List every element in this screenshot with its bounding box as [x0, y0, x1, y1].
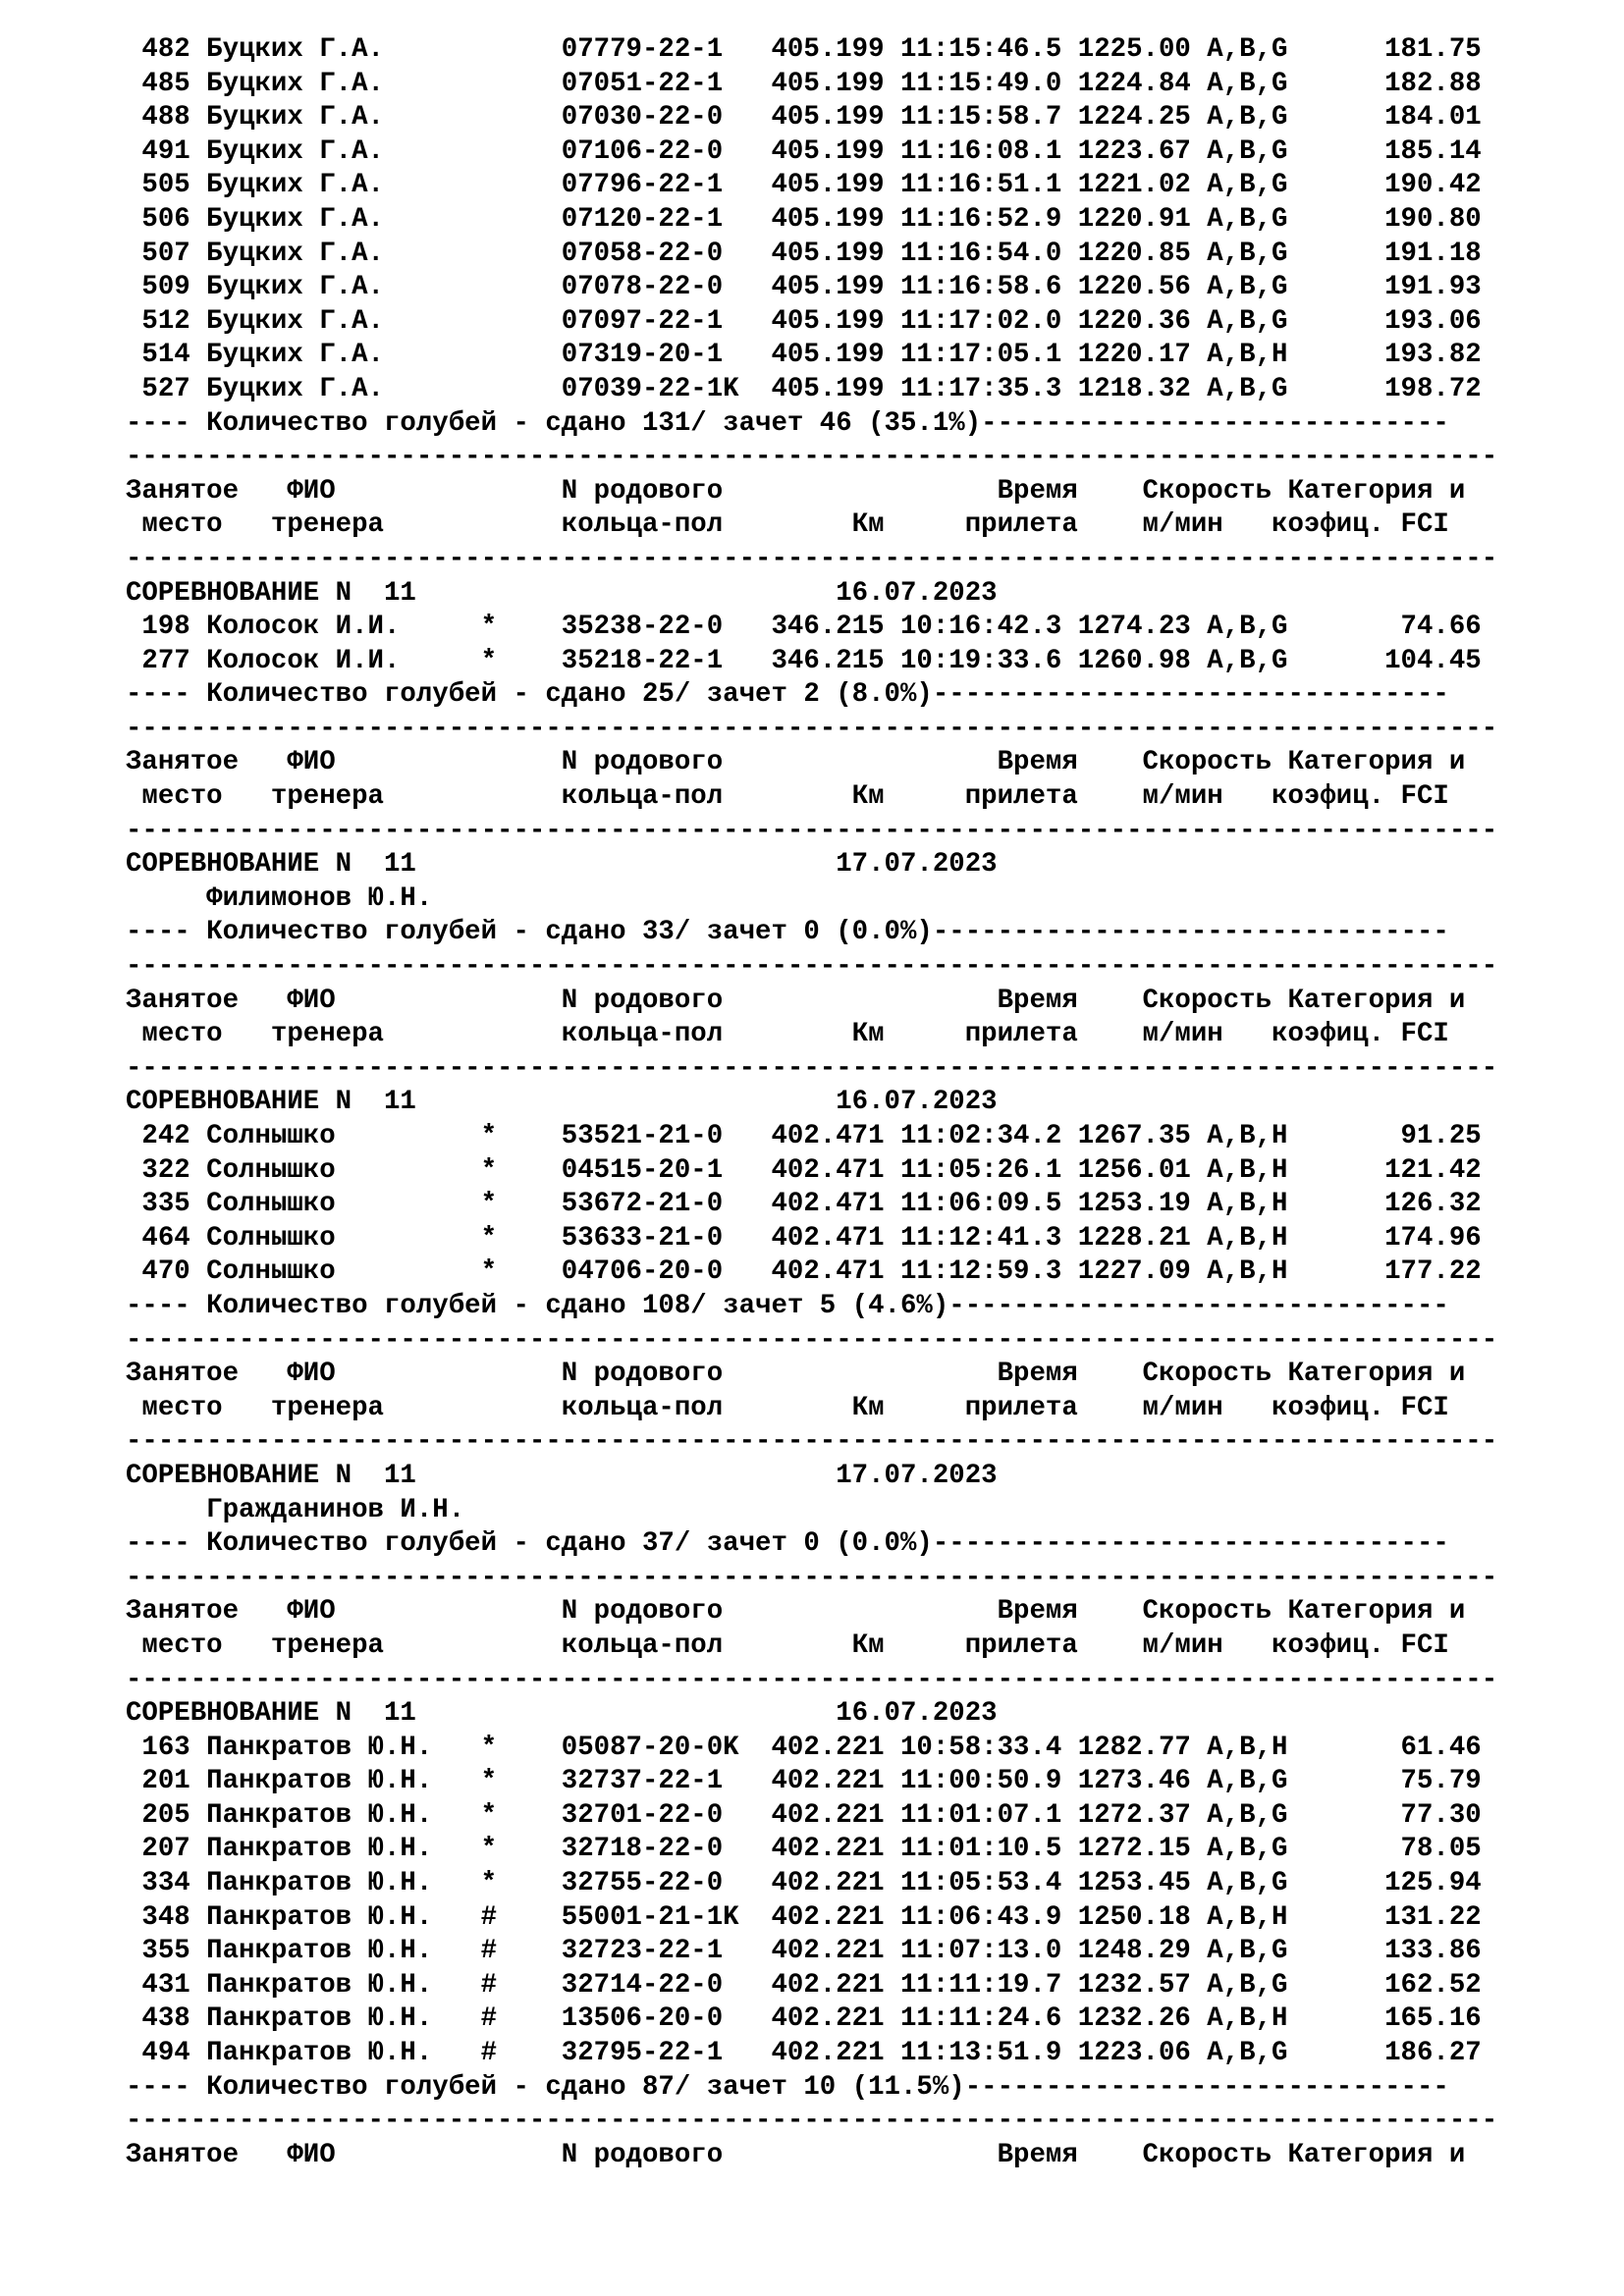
result-row: 431 Панкратов Ю.Н. # 32714-22-0 402.221 11:11:19.7 1232.57 A,B,G 162.52 — [126, 1969, 1482, 2001]
separator-line: ------------------------------------------------------------------------------------- — [126, 2106, 1498, 2137]
separator-line: ------------------------------------------------------------------------------------- — [126, 1562, 1498, 1593]
section-summary: ---- Количество голубей - сдано 33/ зачет 0 (0.0%)-------------------------------- — [126, 917, 1449, 948]
result-row: 488 Буцких Г.А. 07030-22-0 405.199 11:15:58.7 1224.25 A,B,G 184.01 — [126, 102, 1482, 133]
column-header-line2: место тренера кольца-пол Км прилета м/мин коэфиц. FCI — [126, 1019, 1449, 1050]
column-header-line1: Занятое ФИО N родового Время Скорость Категория и — [126, 747, 1466, 778]
section — [126, 577, 1598, 747]
separator-line: ------------------------------------------------------------------------------------- — [126, 815, 1498, 846]
separator-line: ------------------------------------------------------------------------------------- — [126, 1324, 1498, 1356]
result-row: 207 Панкратов Ю.Н. * 32718-22-0 402.221 11:01:10.5 1272.15 A,B,G 78.05 — [126, 1834, 1482, 1865]
competition-title: СОРЕВНОВАНИЕ N 11 16.07.2023 — [126, 1698, 998, 1730]
separator-line: ------------------------------------------------------------------------------------- — [126, 1664, 1498, 1695]
result-row: 438 Панкратов Ю.Н. # 13506-20-0 402.221 11:11:24.6 1232.26 A,B,H 165.16 — [126, 2003, 1482, 2035]
result-row: 491 Буцких Г.А. 07106-22-0 405.199 11:16:08.1 1223.67 A,B,G 185.14 — [126, 135, 1482, 167]
column-header-line1: Занятое ФИО N родового Время Скорость Категория и — [126, 2139, 1466, 2170]
section — [126, 1460, 1598, 1595]
result-row: 507 Буцких Г.А. 07058-22-0 405.199 11:16:54.0 1220.85 A,B,G 191.18 — [126, 238, 1482, 269]
results-document — [126, 33, 1598, 2172]
result-row: 322 Солнышко * 04515-20-1 402.471 11:05:26.1 1256.01 A,B,H 121.42 — [126, 1154, 1482, 1186]
column-header-line1: Занятое ФИО N родового Время Скорость Категория и — [126, 985, 1466, 1016]
result-row: 242 Солнышко * 53521-21-0 402.471 11:02:34.2 1267.35 A,B,H 91.25 — [126, 1121, 1482, 1151]
trainer-name: Гражданинов И.Н. — [126, 1494, 465, 1525]
result-row: 470 Солнышко * 04706-20-0 402.471 11:12:59.3 1227.09 A,B,H 177.22 — [126, 1256, 1482, 1288]
trainer-name: Филимонов Ю.Н. — [126, 882, 433, 914]
result-row: 464 Солнышко * 53633-21-0 402.471 11:12:41.3 1228.21 A,B,H 174.96 — [126, 1222, 1482, 1254]
result-row: 505 Буцких Г.А. 07796-22-1 405.199 11:16:51.1 1221.02 A,B,G 190.42 — [126, 170, 1482, 201]
result-row: 348 Панкратов Ю.Н. # 55001-21-1K 402.221 11:06:43.9 1250.18 A,B,H 131.22 — [126, 1901, 1482, 1933]
separator-line: ------------------------------------------------------------------------------------- — [126, 951, 1498, 983]
result-row: 514 Буцких Г.А. 07319-20-1 405.199 11:17:05.1 1220.17 A,B,H 193.82 — [126, 340, 1482, 371]
result-row: 198 Колосок И.И. * 35238-22-0 346.215 10:16:42.3 1274.23 A,B,G 74.66 — [126, 612, 1482, 643]
competition-title: СОРЕВНОВАНИЕ N 11 17.07.2023 — [126, 849, 998, 881]
section — [126, 33, 1598, 475]
result-row: 494 Панкратов Ю.Н. # 32795-22-1 402.221 11:13:51.9 1223.06 A,B,G 186.27 — [126, 2038, 1482, 2069]
column-header-line2: место тренера кольца-пол Км прилета м/мин коэфиц. FCI — [126, 781, 1449, 813]
result-row: 527 Буцких Г.А. 07039-22-1K 405.199 11:17:35.3 1218.32 A,B,G 198.72 — [126, 373, 1482, 404]
result-row: 485 Буцких Г.А. 07051-22-1 405.199 11:15:49.0 1224.84 A,B,G 182.88 — [126, 68, 1482, 99]
result-row: 334 Панкратов Ю.Н. * 32755-22-0 402.221 11:05:53.4 1253.45 A,B,G 125.94 — [126, 1868, 1482, 1899]
result-row: 506 Буцких Г.А. 07120-22-1 405.199 11:16:52.9 1220.91 A,B,G 190.80 — [126, 203, 1482, 235]
result-row: 277 Колосок И.И. * 35218-22-1 346.215 10:19:33.6 1260.98 A,B,G 104.45 — [126, 645, 1482, 676]
separator-line: ------------------------------------------------------------------------------------- — [126, 442, 1498, 473]
section — [126, 1697, 1598, 2139]
separator-line: ------------------------------------------------------------------------------------- — [126, 543, 1498, 574]
competition-title: СОРЕВНОВАНИЕ N 11 17.07.2023 — [126, 1460, 998, 1491]
result-row: 335 Солнышко * 53672-21-0 402.471 11:06:09.5 1253.19 A,B,H 126.32 — [126, 1189, 1482, 1220]
separator-line: ------------------------------------------------------------------------------------- — [126, 1052, 1498, 1084]
column-header-line1: Занятое ФИО N родового Время Скорость Категория и — [126, 1359, 1466, 1390]
column-header-line2: место тренера кольца-пол Км прилета м/мин коэфиц. FCI — [126, 509, 1449, 541]
column-header-line1: Занятое ФИО N родового Время Скорость Категория и — [126, 475, 1466, 507]
section — [126, 848, 1598, 984]
column-header-line2: место тренера кольца-пол Км прилета м/мин коэфиц. FCI — [126, 1392, 1449, 1423]
result-row: 205 Панкратов Ю.Н. * 32701-22-0 402.221 11:01:07.1 1272.37 A,B,G 77.30 — [126, 1799, 1482, 1831]
result-row: 512 Буцких Г.А. 07097-22-1 405.199 11:17:02.0 1220.36 A,B,G 193.06 — [126, 305, 1482, 337]
column-header-line2: место тренера кольца-пол Км прилета м/мин коэфиц. FCI — [126, 1629, 1449, 1661]
section-summary: ---- Количество голубей - сдано 108/ зачет 5 (4.6%)------------------------------- — [126, 1290, 1449, 1321]
section-summary: ---- Количество голубей - сдано 37/ зачет 0 (0.0%)-------------------------------- — [126, 1528, 1449, 1560]
competition-title: СОРЕВНОВАНИЕ N 11 16.07.2023 — [126, 577, 998, 609]
result-row: 163 Панкратов Ю.Н. * 05087-20-0K 402.221 10:58:33.4 1282.77 A,B,H 61.46 — [126, 1732, 1482, 1763]
result-row: 509 Буцких Г.А. 07078-22-0 405.199 11:16:58.6 1220.56 A,B,G 191.93 — [126, 272, 1482, 303]
section — [126, 1086, 1598, 1358]
competition-title: СОРЕВНОВАНИЕ N 11 16.07.2023 — [126, 1087, 998, 1118]
section-summary: ---- Количество голубей - сдано 25/ зачет 2 (8.0%)-------------------------------- — [126, 679, 1449, 711]
result-row: 482 Буцких Г.А. 07779-22-1 405.199 11:15:46.5 1225.00 A,B,G 181.75 — [126, 34, 1482, 65]
separator-line: ------------------------------------------------------------------------------------- — [126, 1426, 1498, 1458]
section-summary: ---- Количество голубей - сдано 131/ зачет 46 (35.1%)----------------------------- — [126, 407, 1449, 439]
separator-line: ------------------------------------------------------------------------------------- — [126, 713, 1498, 744]
result-row: 355 Панкратов Ю.Н. # 32723-22-1 402.221 11:07:13.0 1248.29 A,B,G 133.86 — [126, 1936, 1482, 1967]
column-header-line1: Занятое ФИО N родового Время Скорость Категория и — [126, 1596, 1466, 1628]
section-summary: ---- Количество голубей - сдано 87/ зачет 10 (11.5%)------------------------------ — [126, 2071, 1449, 2103]
result-row: 201 Панкратов Ю.Н. * 32737-22-1 402.221 11:00:50.9 1273.46 A,B,G 75.79 — [126, 1766, 1482, 1797]
